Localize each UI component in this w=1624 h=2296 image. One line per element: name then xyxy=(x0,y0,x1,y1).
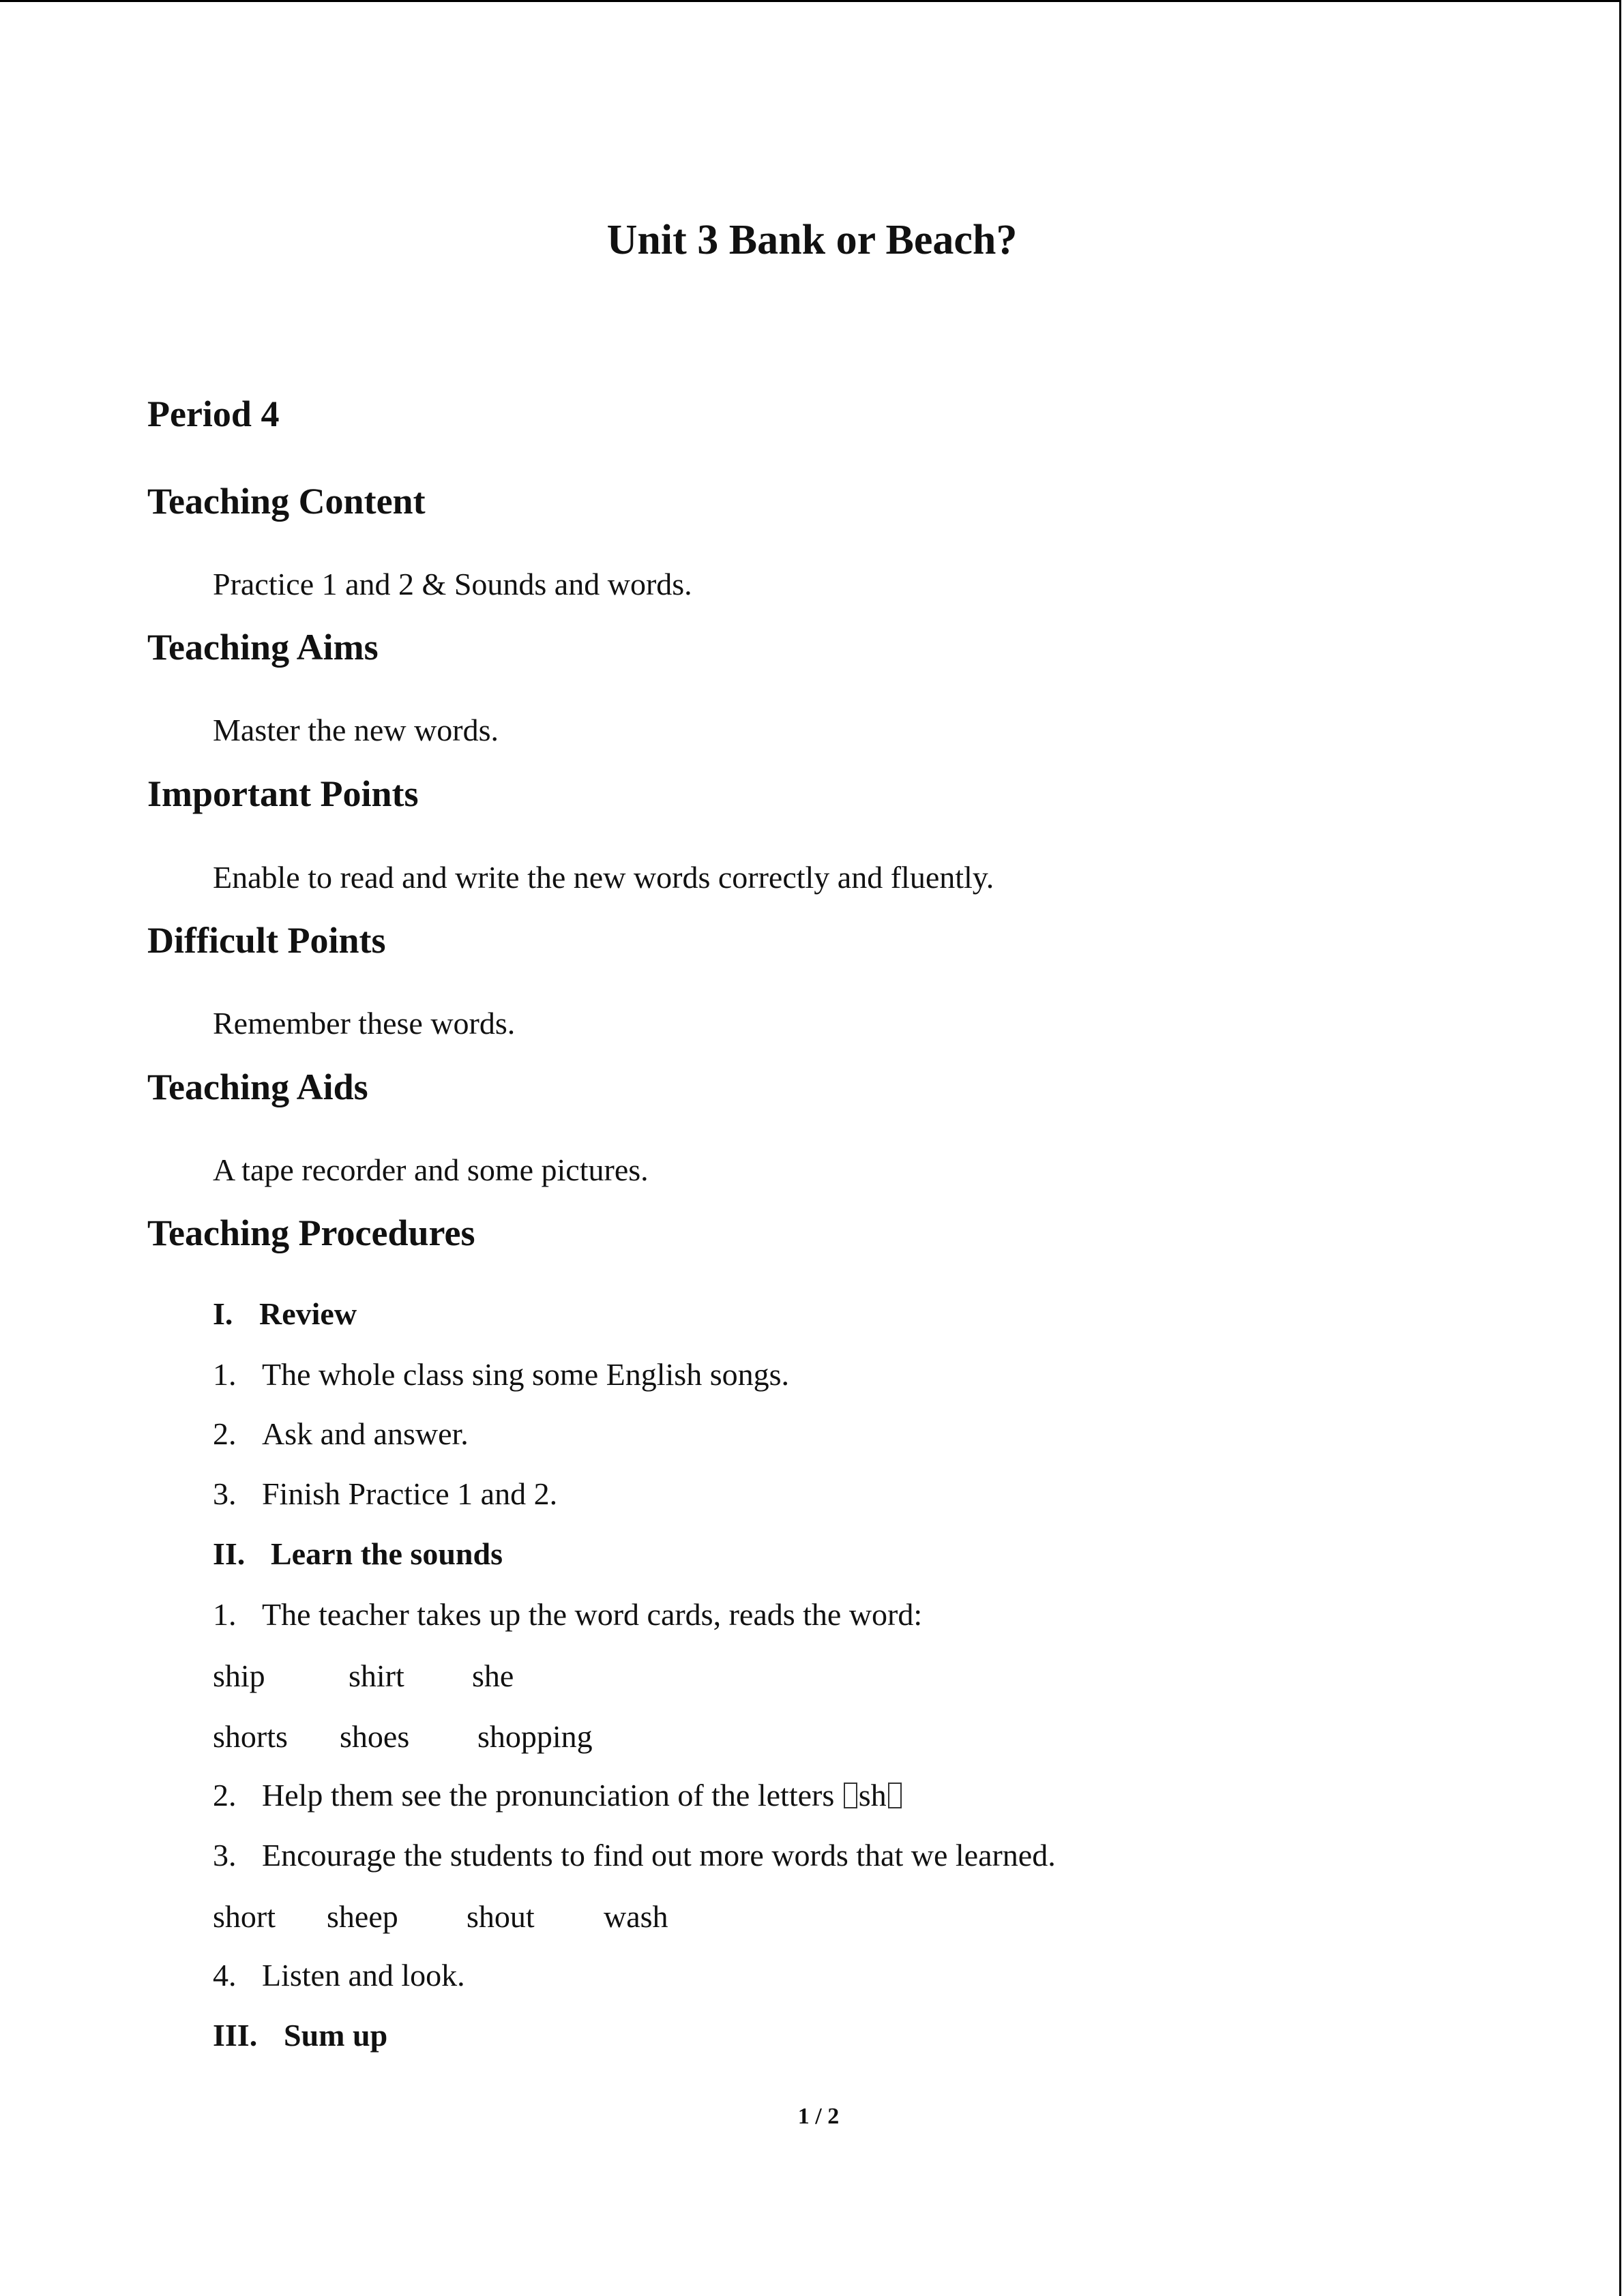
item-number: 3. xyxy=(213,1838,237,1873)
review-title: Review xyxy=(259,1296,357,1331)
important-points-heading: Important Points xyxy=(147,773,419,814)
item-text: Listen and look. xyxy=(262,1958,465,1993)
document-title: Unit 3 Bank or Beach? xyxy=(606,217,1018,263)
teaching-procedures-heading: Teaching Procedures xyxy=(147,1212,475,1253)
item-text: The teacher takes up the word cards, reads the word: xyxy=(262,1597,923,1632)
item-text: Finish Practice 1 and 2. xyxy=(262,1476,558,1511)
sound-word: she xyxy=(472,1658,514,1693)
roman-numeral: III. xyxy=(213,2018,258,2053)
sound-word: short xyxy=(213,1899,276,1934)
important-points-text: Enable to read and write the new words correctly and fluently. xyxy=(213,860,994,895)
sound-word: shorts xyxy=(213,1719,288,1754)
teaching-aids-heading: Teaching Aids xyxy=(147,1067,368,1107)
item-text: Ask and answer. xyxy=(262,1416,469,1451)
letters: sh xyxy=(858,1778,887,1813)
learn-sounds-title: Learn the sounds xyxy=(271,1536,503,1571)
item-number: 3. xyxy=(213,1476,237,1511)
item-text: Help them see the pronunciation of the letters xyxy=(262,1778,835,1813)
list-item xyxy=(213,1955,465,1996)
page-number: 1 / 2 xyxy=(797,2104,840,2129)
teaching-aims-heading: Teaching Aims xyxy=(147,627,379,668)
item-number: 2. xyxy=(213,1416,237,1451)
list-item xyxy=(213,1354,789,1395)
list-item xyxy=(213,1594,922,1635)
sound-word: shoes xyxy=(340,1719,410,1754)
item-text: The whole class sing some English songs. xyxy=(262,1357,789,1392)
review-subheading xyxy=(213,1294,357,1335)
period-heading: Period 4 xyxy=(147,393,280,434)
missing-glyph-icon xyxy=(844,1783,857,1808)
sound-word: sheep xyxy=(327,1899,398,1934)
item-number: 1. xyxy=(213,1597,237,1632)
item-number: 1. xyxy=(213,1357,237,1392)
sound-word: shirt xyxy=(349,1658,404,1693)
difficult-points-text: Remember these words. xyxy=(213,1006,516,1041)
list-item xyxy=(213,1414,469,1455)
learn-sounds-subheading xyxy=(213,1534,503,1575)
teaching-aids-text: A tape recorder and some pictures. xyxy=(213,1152,649,1187)
item-text: Encourage the students to find out more words that we learned. xyxy=(262,1838,1056,1873)
item-number: 2. xyxy=(213,1778,237,1813)
roman-numeral: II. xyxy=(213,1536,246,1571)
sound-word: shout xyxy=(467,1899,535,1934)
sound-word: shopping xyxy=(477,1719,593,1754)
list-item xyxy=(213,1474,557,1515)
list-item xyxy=(213,1775,903,1816)
list-item xyxy=(213,1835,1056,1876)
item-number: 4. xyxy=(213,1958,237,1993)
sound-word: wash xyxy=(604,1899,668,1934)
teaching-content-text: Practice 1 and 2 & Sounds and words. xyxy=(213,567,692,601)
teaching-content-heading: Teaching Content xyxy=(147,481,426,522)
missing-glyph-icon xyxy=(888,1783,902,1808)
sum-up-title: Sum up xyxy=(284,2018,388,2053)
sum-up-subheading xyxy=(213,2015,387,2056)
difficult-points-heading: Difficult Points xyxy=(147,920,386,961)
roman-numeral: I. xyxy=(213,1296,233,1331)
teaching-aims-text: Master the new words. xyxy=(213,713,499,747)
sound-word: ship xyxy=(213,1658,265,1693)
